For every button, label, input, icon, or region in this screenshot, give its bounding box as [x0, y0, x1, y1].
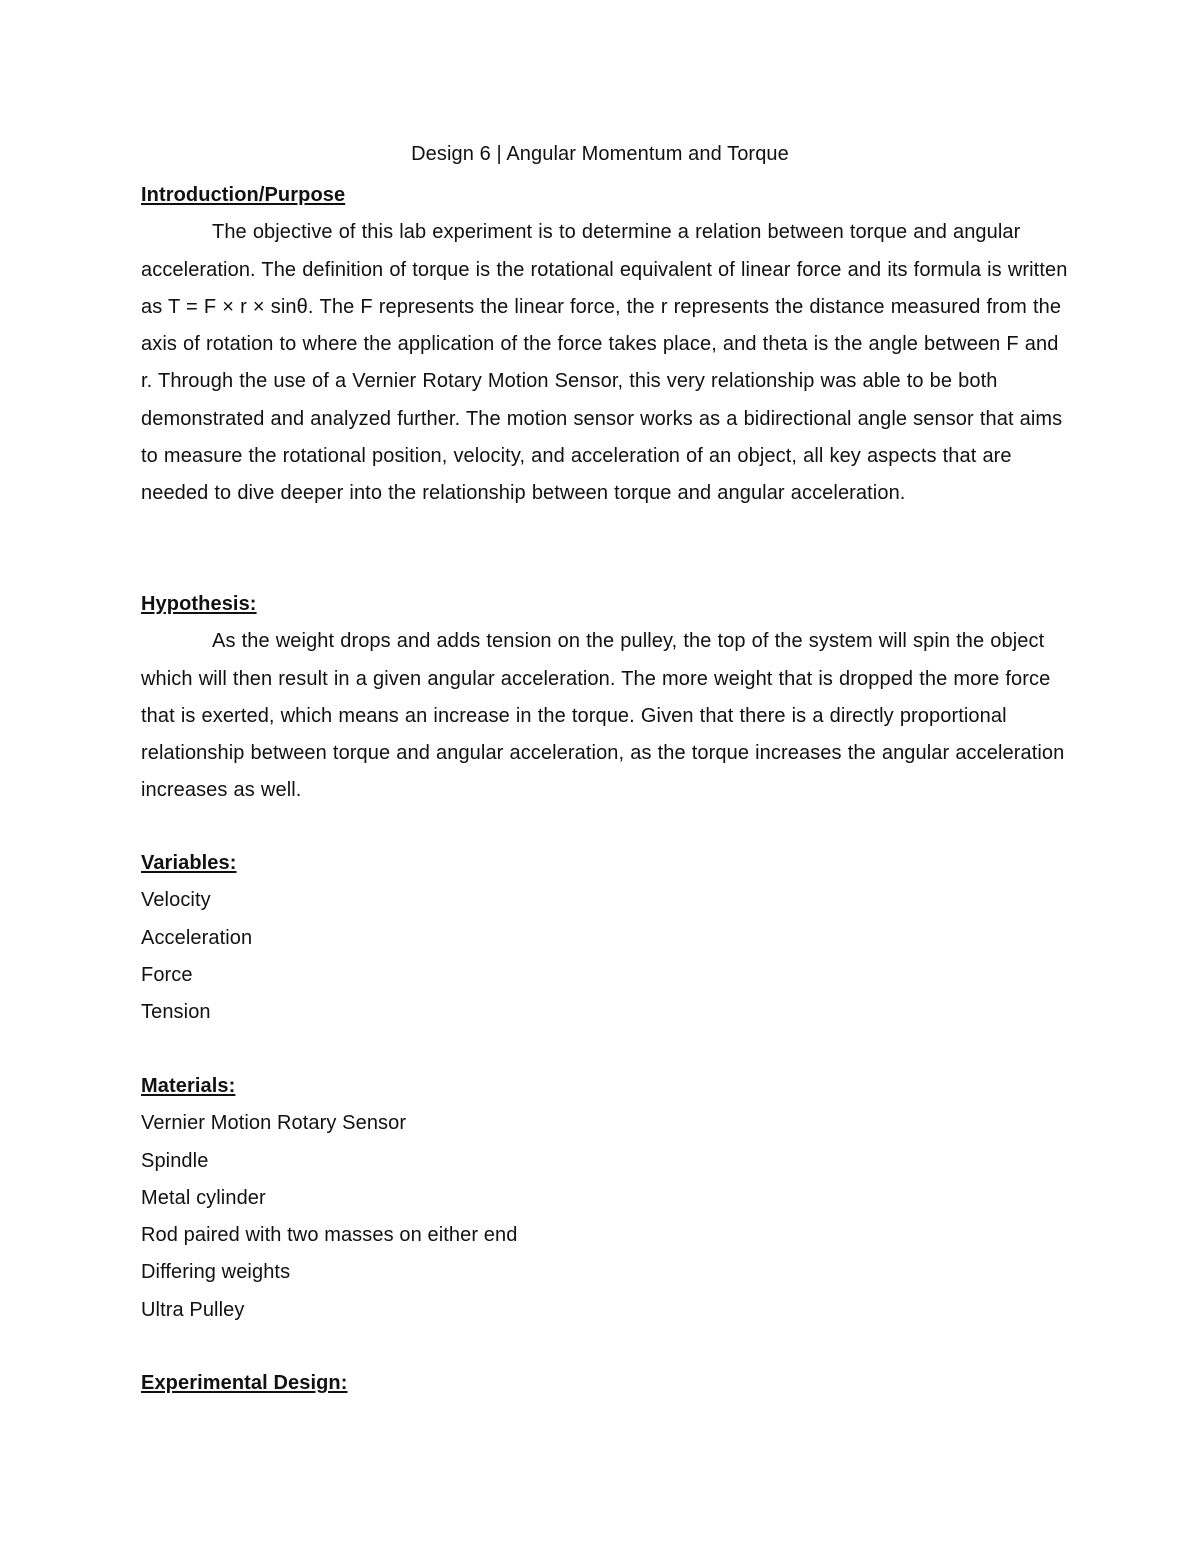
introduction-heading: Introduction/Purpose	[141, 184, 346, 206]
document-title: Design 6 | Angular Momentum and Torque	[411, 143, 789, 165]
materials-heading: Materials:	[141, 1075, 236, 1097]
variable-item: Acceleration	[141, 926, 253, 949]
materials-section	[141, 1068, 1071, 1329]
material-item: Metal cylinder	[141, 1186, 266, 1209]
introduction-section	[141, 177, 1071, 513]
variables-heading: Variables:	[141, 852, 237, 874]
variables-section	[141, 845, 1071, 1031]
introduction-paragraph: The objective of this lab experiment is to determine a relation between torque and angular acceleration. The definition of torque is the rotational equivalent of linear force and its formula is written as T = F × r × sinθ. The F represents the linear force, the r represents the distance measured from the axis of rotation to where the application of the force takes place, and theta is the angle between F and r. Through the use of a Vernier Rotary Motion Sensor, this very relationship was able to be both demonstrated and analyzed further. The motion sensor works as a bidirectional angle sensor that aims to measure the rotational position, velocity, and acceleration of an object, all key aspects that are needed to dive deeper into the relationship between torque and angular acceleration.	[141, 221, 1068, 505]
variable-item: Force	[141, 963, 193, 986]
hypothesis-paragraph: As the weight drops and adds tension on the pulley, the top of the system will spin the object which will then result in a given angular acceleration. The more weight that is dropped the more force that is exerted, which means an increase in the torque. Given that there is a directly proportional relationship between torque and angular acceleration, as the torque increases the angular acceleration increases as well.	[141, 630, 1065, 802]
hypothesis-heading: Hypothesis:	[141, 593, 257, 615]
variable-item: Velocity	[141, 889, 211, 912]
variable-item: Tension	[141, 1001, 211, 1024]
experimental-design-heading: Experimental Design:	[141, 1372, 348, 1394]
variables-list	[141, 882, 1071, 1031]
material-item: Rod paired with two masses on either end	[141, 1224, 518, 1247]
material-item: Differing weights	[141, 1261, 291, 1284]
hypothesis-section	[141, 586, 1071, 810]
experimental-design-section	[141, 1365, 1071, 1402]
material-item: Vernier Motion Rotary Sensor	[141, 1112, 407, 1135]
material-item: Spindle	[141, 1149, 209, 1172]
materials-list	[141, 1105, 1071, 1329]
material-item: Ultra Pulley	[141, 1298, 245, 1321]
